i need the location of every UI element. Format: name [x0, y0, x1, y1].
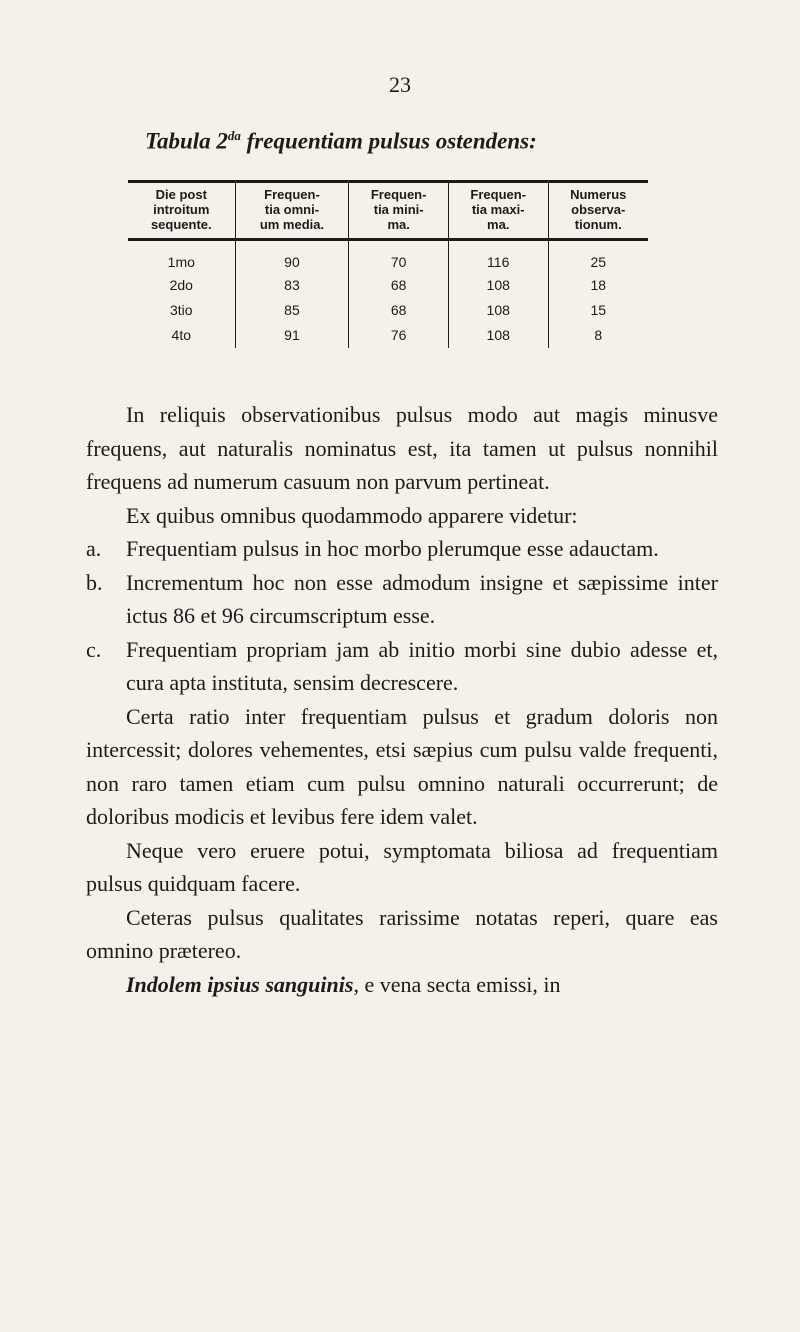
table-cell: 2do — [169, 277, 193, 293]
table-cell: 8 — [548, 323, 648, 348]
list-item-letter: c. — [86, 636, 102, 662]
table-cell: 90 — [235, 241, 349, 273]
header-cell: Die post introitum sequente. — [150, 187, 212, 232]
table-caption — [145, 128, 537, 155]
caption-rest: frequentiam pulsus ostendens: — [240, 128, 537, 154]
table-cell: 1mo — [167, 253, 195, 270]
list-item — [86, 566, 718, 633]
list-item-text: Incrementum hoc non esse admodum insigne et sæpissime inter ictus 86 et 96 circumscriptum esse. — [126, 569, 718, 628]
header-cell: Numerus observa- tionum. — [548, 183, 648, 238]
frequency-table-wrapper — [128, 180, 648, 348]
list-item-letter: b. — [86, 569, 103, 595]
table-cell: 25 — [548, 241, 648, 273]
table-row — [128, 241, 648, 273]
paragraph — [86, 968, 718, 1002]
table-row — [128, 298, 648, 323]
table-cell: 108 — [448, 323, 548, 348]
table-cell: 68 — [349, 298, 449, 323]
paragraph: Ceteras pulsus qualitates rarissime notatas reperi, quare eas omnino prætereo. — [86, 904, 718, 963]
italic-phrase: Indolem ipsius sanguinis — [126, 971, 354, 997]
list-item-text: Frequentiam pulsus in hoc morbo plerumque esse adauctam. — [126, 536, 659, 561]
page-number: 23 — [389, 72, 411, 97]
table-row — [128, 273, 648, 298]
table-cell: 108 — [448, 298, 548, 323]
table-cell: 85 — [235, 298, 349, 323]
paragraph: Certa ratio inter frequentiam pulsus et gradum doloris non intercessit; dolores vehementes, etsi sæpius cum pulsu valde frequenti, non raro tamen etiam cum pulsu omnino naturali occurrerunt; de doloribus modicis et levibus fere idem valet. — [86, 703, 718, 829]
table-row — [128, 323, 648, 348]
caption-superscript: da — [227, 128, 241, 143]
table-cell: 83 — [235, 273, 349, 298]
list-item-text: Frequentiam propriam jam ab initio morbi sine dubio adesse et, cura apta instituta, sensim decrescere. — [126, 636, 718, 695]
paragraph: Neque vero eruere potui, symptomata biliosa ad frequentiam pulsus quidquam facere. — [86, 837, 718, 896]
header-cell: Frequen- tia maxi- ma. — [448, 183, 548, 238]
table-cell: 108 — [448, 273, 548, 298]
caption-prefix: Tabula 2 — [145, 128, 228, 154]
table-cell: 76 — [349, 323, 449, 348]
list-item — [86, 633, 718, 700]
table-cell: 3tio — [169, 302, 193, 318]
header-cell: Frequen- tia omni- um media. — [235, 183, 349, 238]
table-cell: 68 — [349, 273, 449, 298]
table-cell: 4to — [171, 327, 192, 343]
paragraph: Ex quibus omnibus quodammodo apparere videtur: — [126, 502, 578, 528]
frequency-table — [128, 183, 648, 348]
body-text — [86, 398, 718, 1001]
table-cell: 18 — [548, 273, 648, 298]
table-cell: 15 — [548, 298, 648, 323]
list-item — [86, 532, 718, 566]
paragraph: In reliquis observationibus pulsus modo aut magis minusve frequens, aut naturalis nominatus est, ita tamen ut pulsus nonnihil frequens ad numerum casuum non parvum pertineat. — [86, 402, 718, 494]
paragraph-rest: , e vena secta emissi, in — [353, 971, 561, 997]
table-cell: 70 — [349, 241, 449, 273]
header-cell: Frequen- tia mini- ma. — [349, 183, 449, 238]
table-header-row — [128, 183, 648, 238]
table-cell: 91 — [235, 323, 349, 348]
list-item-letter: a. — [86, 536, 102, 561]
table-cell: 116 — [448, 241, 548, 273]
